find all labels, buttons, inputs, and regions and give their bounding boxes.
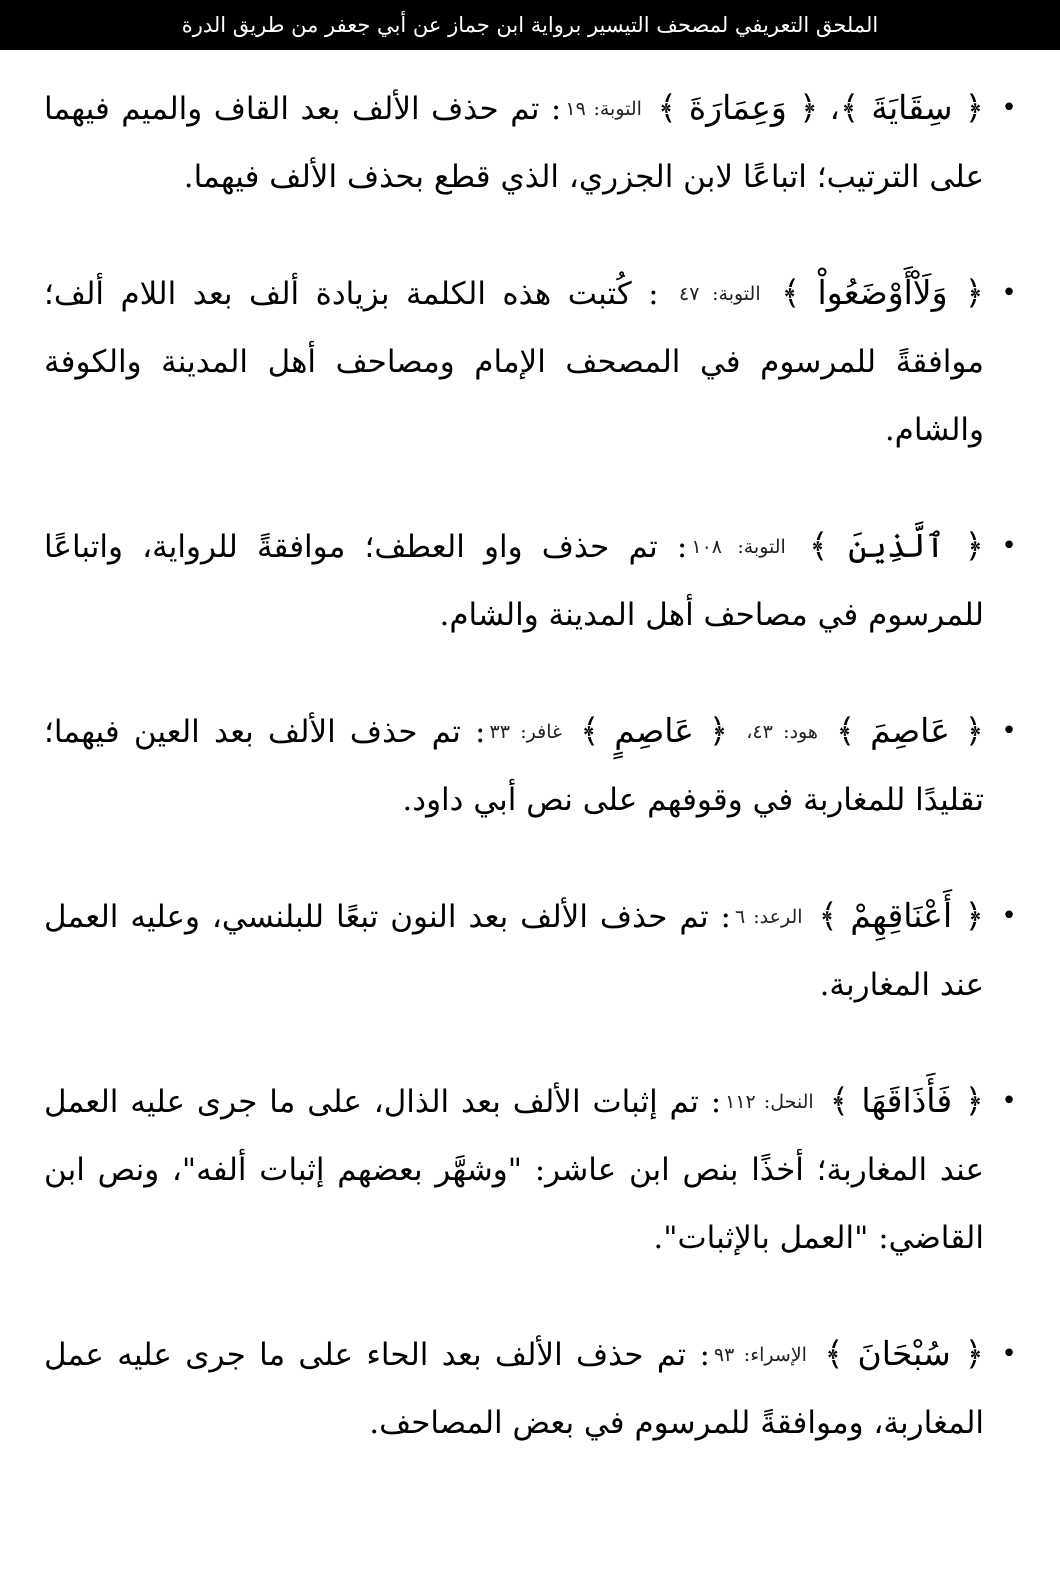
quran-word: ﴿ سِقَايَةَ ﴾ bbox=[839, 88, 984, 127]
verse-reference: التوبة: ١٠٨ bbox=[691, 536, 786, 558]
note-item bbox=[44, 1320, 1017, 1457]
bullet-icon: • bbox=[1001, 1086, 1017, 1116]
header-title: الملحق التعريفي لمصحف التيسير برواية ابن جماز عن أبي جعفر من طريق الدرة bbox=[181, 13, 879, 37]
note-body: : تم حذف واو العطف؛ موافقةً للرواية، واتباعًا للمرسوم في مصاحف أهل المدينة والشام. bbox=[44, 529, 984, 633]
verse-reference: الرعد: ٦ bbox=[734, 906, 803, 928]
note-body: : تم حذف الألف بعد العين فيهما؛ تقليدًا للمغاربة في وقوفهم على نص أبي داود. bbox=[44, 714, 984, 818]
verse-reference: النحل: ١١٢ bbox=[725, 1091, 814, 1113]
note-body: : تم حذف الألف بعد الحاء على ما جرى عليه عمل المغاربة، وموافقةً للمرسوم في بعض المصاحف. bbox=[44, 1337, 984, 1441]
quran-word: ﴿ وَعِمَارَةَ ﴾ bbox=[657, 88, 819, 127]
bullet-icon: • bbox=[1001, 716, 1017, 746]
note-item bbox=[44, 882, 1017, 1019]
note-item bbox=[44, 74, 1017, 211]
quran-word: ﴿ فَأَذَاقَهَا ﴾ bbox=[829, 1081, 984, 1120]
verse-reference: غافر: ٣٣ bbox=[489, 721, 562, 743]
note-body: : تم حذف الألف بعد القاف والميم فيهما على الترتيب؛ اتباعًا لابن الجزري، الذي قطع بحذف الألف فيهما. bbox=[44, 91, 984, 195]
bullet-icon: • bbox=[1001, 531, 1017, 561]
note-body: : تم حذف الألف بعد النون تبعًا للبلنسي، وعليه العمل عند المغاربة. bbox=[44, 899, 984, 1003]
note-item bbox=[44, 697, 1017, 834]
bullet-icon: • bbox=[1001, 901, 1017, 931]
verse-reference: التوبة: ٤٧ bbox=[679, 283, 761, 305]
bullet-icon: • bbox=[1001, 278, 1017, 308]
quran-word: ﴿ عَاصِمَ ﴾ bbox=[836, 711, 985, 750]
bullet-icon: • bbox=[1001, 1339, 1017, 1369]
note-item bbox=[44, 1067, 1017, 1272]
verse-reference: التوبة: ١٩ bbox=[565, 98, 642, 120]
quran-word: ﴿ ٱلَّذِينَ ﴾ bbox=[809, 526, 984, 565]
quran-word: ﴿ عَاصِمٍ ﴾ bbox=[580, 711, 729, 750]
note-item bbox=[44, 512, 1017, 649]
quran-word: ﴿ أَعْنَاقِهِمْ ﴾ bbox=[818, 896, 984, 935]
note-body: : كُتبت هذه الكلمة بزيادة ألف بعد اللام ألف؛ موافقةً للمرسوم في المصحف الإمام ومصاحف أهل المدينة والكوفة والشام. bbox=[44, 276, 984, 448]
verse-reference: هود: ٤٣، bbox=[746, 721, 818, 743]
note-item bbox=[44, 259, 1017, 464]
quran-word: ﴿ وَلَاْأَوْضَعُواْ ﴾ bbox=[781, 273, 984, 312]
page-header bbox=[0, 0, 1060, 50]
note-body: : تم إثبات الألف بعد الذال، على ما جرى عليه العمل عند المغاربة؛ أخذًا بنص ابن عاشر: "وشهَّر بعضهم إثبات ألفه"، ونص ابن القاضي: "العمل بالإثبات". bbox=[44, 1084, 984, 1256]
verse-reference: الإسراء: ٩٣ bbox=[713, 1344, 807, 1366]
quran-word: ﴿ سُبْحَانَ ﴾ bbox=[824, 1334, 984, 1373]
bullet-icon: • bbox=[1001, 93, 1017, 123]
word-separator: ، bbox=[818, 91, 840, 127]
notes-list bbox=[44, 74, 1017, 1457]
